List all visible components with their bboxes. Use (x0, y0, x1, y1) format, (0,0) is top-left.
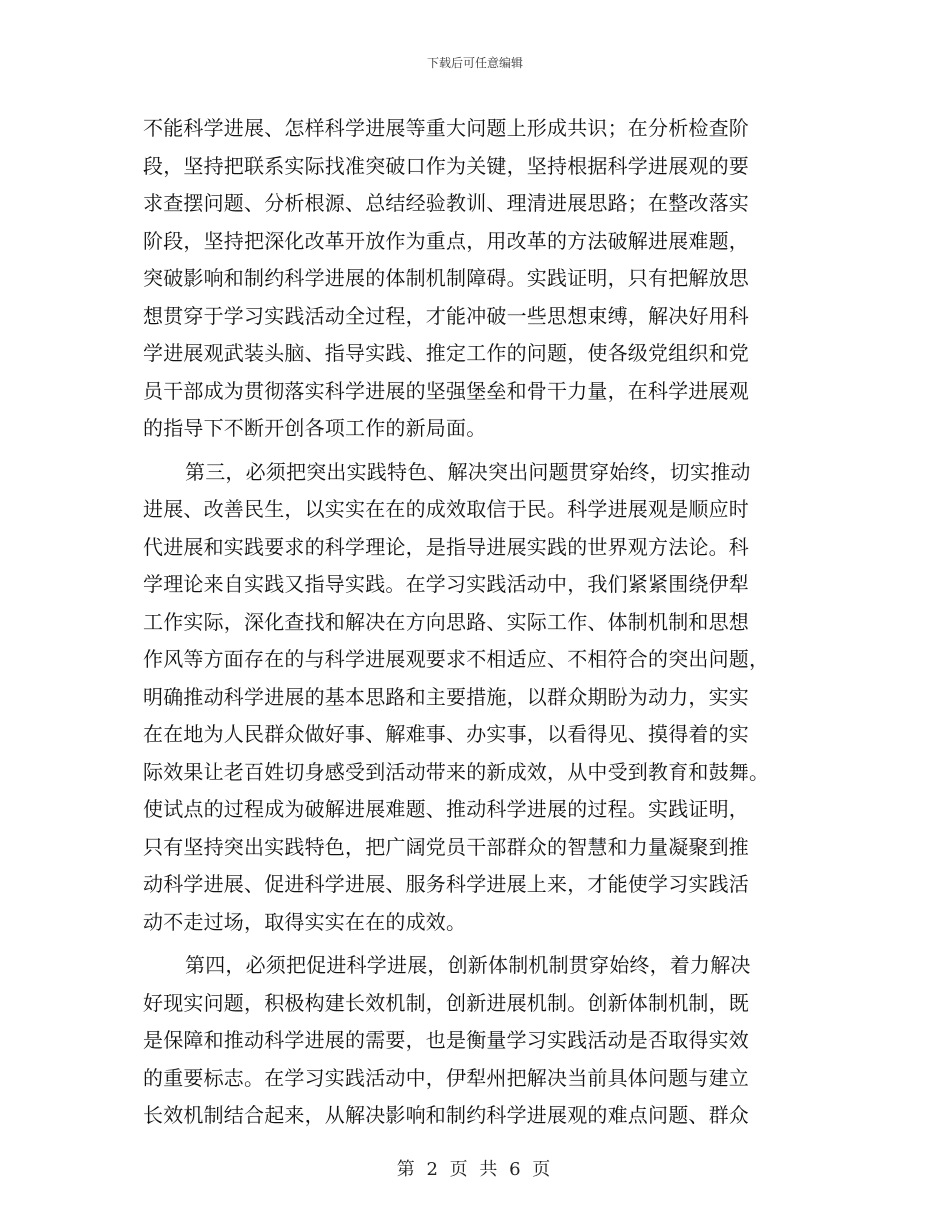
text-line: 好现实问题，积极构建长效机制，创新进展机制。创新体制机制，既 (143, 990, 749, 1015)
page-header: 下载后可任意编辑 (426, 56, 523, 70)
text-line: 员干部成为贯彻落实科学进展的坚强堡垒和骨干力量，在科学进展观 (143, 378, 749, 403)
text-line: 想贯穿于学习实践活动全过程，才能冲破一些思想束缚，解决好用科 (143, 303, 749, 328)
text-line: 使试点的过程成为破解进展难题、推动科学进展的过程。实践证明， (143, 797, 749, 821)
text-line: 求查摆问题、分析根源、总结经验教训、理清进展思路；在整改落实 (143, 191, 749, 215)
text-line: 不能科学进展、怎样科学进展等重大问题上形成共识；在分析检查阶 (143, 116, 749, 140)
text-line: 在在地为人民群众做好事、解难事、办实事，以看得见、摸得着的实 (143, 722, 749, 746)
text-line: 段，坚持把联系实际找准突破口作为关键，坚持根据科学进展观的要 (143, 153, 749, 178)
paragraph-start-line: 第四，必须把促进科学进展，创新体制机制贯穿始终，着力解决 (185, 953, 751, 977)
text-line: 的指导下不断开创各项工作的新局面。 (143, 416, 487, 440)
text-line: 作风等方面存在的与科学进展观要求不相适应、不相符合的突出问题， (143, 647, 770, 671)
text-line: 工作实际，深化查找和解决在方向思路、实际工作、体制机制和思想 (143, 609, 749, 634)
paragraph-start-line: 第三，必须把突出实践特色、解决突出问题贯穿始终，切实推动 (185, 459, 751, 484)
body-text (143, 110, 808, 1135)
text-line: 是保障和推动科学进展的需要，也是衡量学习实践活动是否取得实效 (143, 1028, 749, 1052)
text-line: 学理论来自实践又指导实践。在学习实践活动中，我们紧紧围绕伊犁 (143, 572, 749, 596)
text-line: 长效机制结合起来，从解决影响和制约科学进展观的难点问题、群众 (143, 1103, 749, 1127)
text-line: 际效果让老百姓切身感受到活动带来的新成效，从中受到教育和鼓舞。 (143, 759, 770, 784)
text-line: 的重要标志。在学习实践活动中，伊犁州把解决当前具体问题与建立 (143, 1065, 749, 1090)
page-number: 第 2 页 共 6 页 (396, 1159, 554, 1180)
text-line: 突破影响和制约科学进展的体制机制障碍。实践证明，只有把解放思 (143, 266, 749, 290)
text-line: 进展、改善民生，以实实在在的成效取信于民。科学进展观是顺应时 (143, 497, 749, 521)
text-line: 明确推动科学进展的基本思路和主要措施，以群众期盼为动力，实实 (143, 684, 749, 709)
text-line: 动科学进展、促进科学进展、服务科学进展上来，才能使学习实践活 (143, 872, 749, 896)
text-line: 阶段，坚持把深化改革开放作为重点，用改革的方法破解进展难题， (143, 228, 749, 253)
text-line: 学进展观武装头脑、指导实践、推定工作的问题，使各级党组织和党 (143, 341, 749, 365)
text-line: 只有坚持突出实践特色，把广阔党员干部群众的智慧和力量凝聚到推 (143, 834, 749, 859)
text-line: 动不走过场，取得实实在在的成效。 (143, 909, 467, 934)
text-line: 代进展和实践要求的科学理论，是指导进展实践的世界观方法论。科 (143, 534, 749, 559)
